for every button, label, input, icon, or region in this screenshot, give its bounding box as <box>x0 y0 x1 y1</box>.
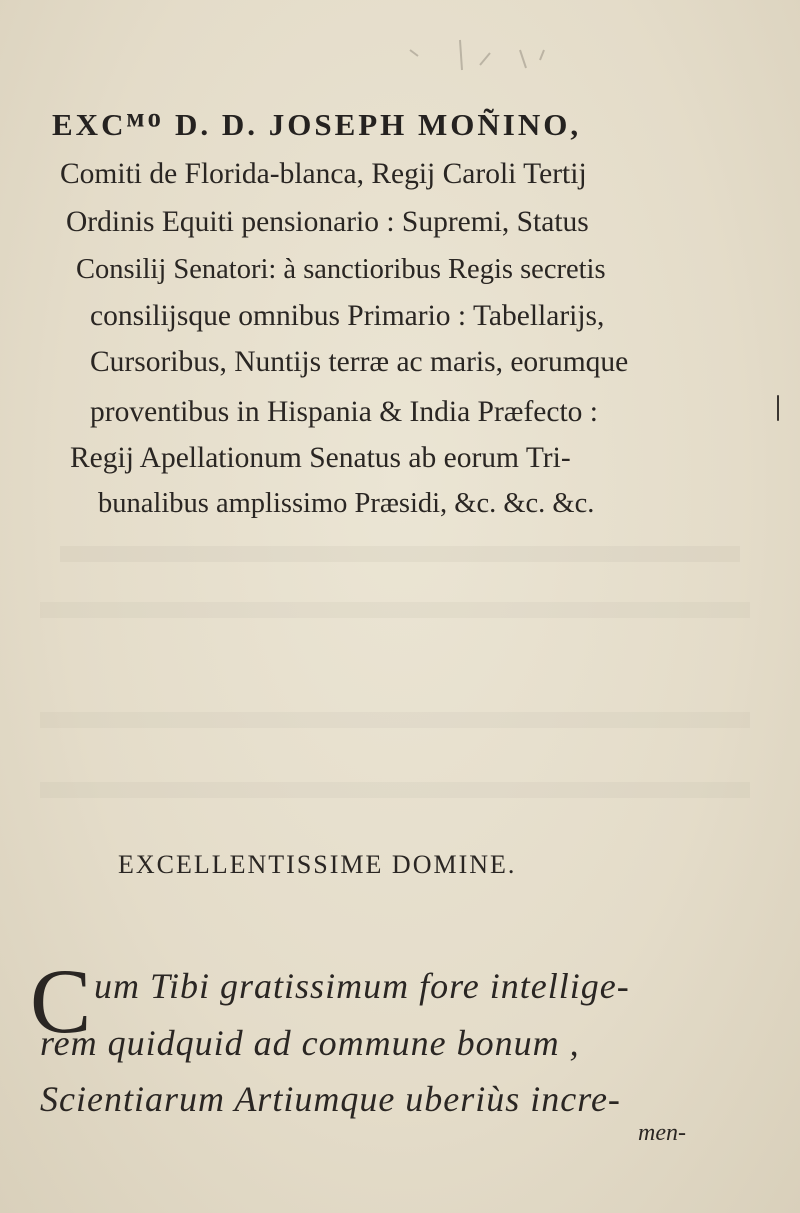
dedication-line-7: Regij Apellationum Senatus ab eorum Tri- <box>70 442 571 474</box>
dedication-line-2: Ordinis Equiti pensionario : Supremi, Status <box>66 206 589 238</box>
dedication-line-1: Comiti de Florida-blanca, Regij Caroli Tertij <box>60 158 587 190</box>
letter-line-3: Scientiarum Artiumque uberiùs incre- <box>40 1079 621 1119</box>
show-through-band-3 <box>40 702 760 736</box>
dedication-line-6: proventibus in Hispania & India Præfecto : <box>90 396 598 428</box>
catchword: men- <box>638 1120 686 1146</box>
bleed-band-3-svg <box>40 702 760 736</box>
bleed-band-1-svg <box>60 536 750 570</box>
salutation-heading: EXCELLENTISSIME DOMINE. <box>118 850 517 879</box>
ink-mark-margin <box>777 395 779 421</box>
dedication-header: EXCᴹᴼ D. D. JOSEPH MOÑINO, <box>52 107 582 142</box>
letter-line-1: um Tibi gratissimum fore intellige- <box>94 966 630 1006</box>
dedication-line-3: Consilij Senatori: à sanctioribus Regis secretis <box>76 254 606 285</box>
show-through-band-4 <box>40 772 760 806</box>
show-through-band-1 <box>60 535 750 570</box>
drop-cap-letter: C <box>30 950 92 1052</box>
letter-line-2: rem quidquid ad commune bonum , <box>40 1023 580 1063</box>
bleed-band-4-svg <box>40 772 760 806</box>
bleed-band-2-svg <box>40 592 760 626</box>
bleed-marks-top <box>400 30 560 80</box>
dedication-line-8: bunalibus amplissimo Præsidi, &c. &c. &c. <box>98 488 595 519</box>
show-through-band-2 <box>40 592 760 626</box>
dedication-line-4: consilijsque omnibus Primario : Tabellarijs, <box>90 300 605 332</box>
dedication-line-5: Cursoribus, Nuntijs terræ ac maris, eorumque <box>90 346 629 378</box>
show-through-texture <box>400 30 560 80</box>
